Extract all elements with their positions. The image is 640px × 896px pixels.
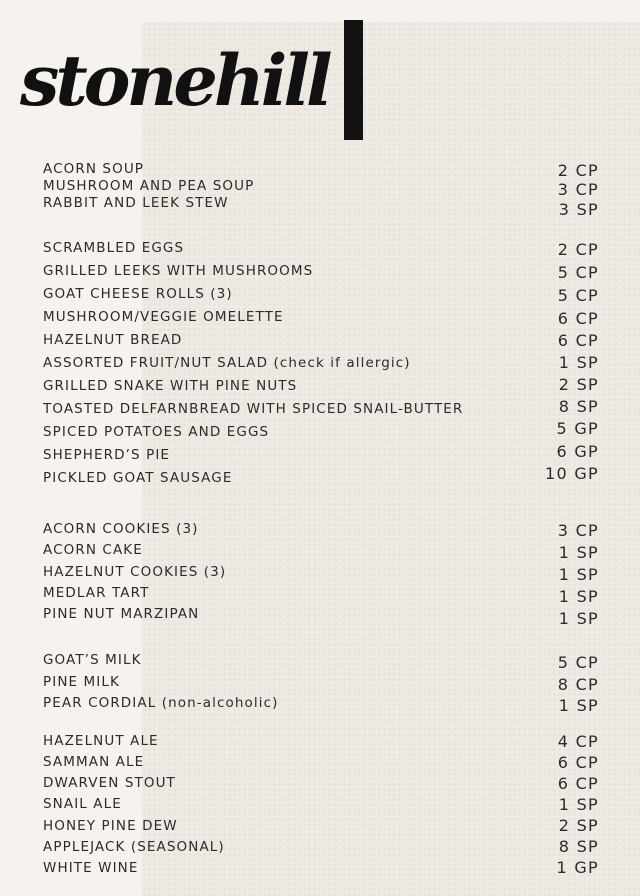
item-name: PINE NUT MARZIPAN — [43, 606, 200, 622]
menu-item — [43, 238, 599, 258]
item-name: MUSHROOM/VEGGIE OMELETTE — [43, 309, 284, 325]
item-name: SNAIL ALE — [43, 796, 122, 812]
menu-item — [43, 773, 599, 793]
menu-item — [43, 540, 599, 560]
item-price: 6 CP — [557, 753, 599, 772]
item-name: ACORN SOUP — [43, 161, 145, 177]
logo-bar — [344, 20, 363, 140]
item-name: HAZELNUT COOKIES (3) — [43, 564, 227, 580]
item-price: 5 CP — [557, 653, 599, 672]
item-name: DWARVEN STOUT — [43, 775, 176, 791]
menu-item — [43, 816, 599, 836]
item-name: ACORN COOKIES (3) — [43, 521, 199, 537]
menu-item — [43, 837, 599, 857]
menu-item — [43, 307, 599, 327]
item-price: 1 SP — [558, 543, 599, 562]
item-name: RABBIT AND LEEK STEW — [43, 195, 229, 211]
item-name: SHEPHERD’S PIE — [43, 447, 171, 463]
item-name: MUSHROOM AND PEA SOUP — [43, 178, 255, 194]
item-name: ASSORTED FRUIT/NUT SALAD (check if allergic) — [43, 355, 411, 371]
item-price: 1 SP — [558, 795, 599, 814]
item-name: HONEY PINE DEW — [43, 818, 178, 834]
item-price: 10 GP — [545, 464, 599, 483]
item-price: 8 SP — [558, 397, 599, 416]
item-price: 2 CP — [557, 161, 599, 180]
item-price: 1 SP — [558, 609, 599, 628]
item-price: 8 SP — [558, 837, 599, 856]
menu-item — [43, 464, 599, 488]
menu-item — [43, 693, 599, 713]
item-price: 5 CP — [557, 263, 599, 282]
item-price: 2 SP — [558, 816, 599, 835]
item-name: GRILLED SNAKE WITH PINE NUTS — [43, 378, 298, 394]
item-name: HAZELNUT ALE — [43, 733, 159, 749]
item-price: 6 CP — [557, 331, 599, 350]
item-name: APPLEJACK (SEASONAL) — [43, 839, 225, 855]
item-name: MEDLAR TART — [43, 585, 150, 601]
menu-item — [43, 672, 599, 692]
menu-item — [43, 284, 599, 304]
item-name: GRILLED LEEKS WITH MUSHROOMS — [43, 263, 314, 279]
menu-item — [43, 858, 599, 878]
menu-item — [43, 752, 599, 772]
menu-item — [43, 442, 599, 465]
menu-item — [43, 731, 599, 751]
menu-item — [43, 376, 599, 396]
item-price: 5 CP — [557, 286, 599, 305]
item-price: 3 SP — [558, 200, 599, 219]
item-name: SCRAMBLED EGGS — [43, 240, 185, 256]
item-price: 1 SP — [558, 696, 599, 715]
item-price: 8 CP — [557, 675, 599, 694]
menu-item — [43, 650, 599, 670]
item-name: TOASTED DELFARNBREAD WITH SPICED SNAIL-BUTTER — [43, 401, 464, 417]
item-price: 3 CP — [557, 521, 599, 540]
menu-item — [43, 583, 599, 606]
item-name: PINE MILK — [43, 674, 120, 690]
menu-item — [43, 353, 599, 373]
menu-item — [43, 193, 599, 219]
menu-item — [43, 261, 599, 281]
menu-item — [43, 562, 599, 582]
item-price: 6 GP — [556, 442, 599, 461]
item-name: GOAT’S MILK — [43, 652, 142, 668]
item-price: 1 SP — [558, 587, 599, 606]
item-price: 1 SP — [558, 353, 599, 372]
menu-item — [43, 519, 599, 539]
item-name: HAZELNUT BREAD — [43, 332, 183, 348]
item-name: ACORN CAKE — [43, 542, 143, 558]
item-name: SAMMAN ALE — [43, 754, 145, 770]
item-price: 6 CP — [557, 774, 599, 793]
item-price: 5 GP — [556, 419, 599, 438]
item-name: GOAT CHEESE ROLLS (3) — [43, 286, 233, 302]
item-price: 2 CP — [557, 240, 599, 259]
item-name: WHITE WINE — [43, 860, 139, 876]
item-price: 2 SP — [558, 375, 599, 394]
item-price: 6 CP — [557, 309, 599, 328]
item-price: 3 CP — [557, 180, 599, 199]
menu-item — [43, 604, 599, 628]
item-price: 1 SP — [558, 565, 599, 584]
item-name: SPICED POTATOES AND EGGS — [43, 424, 270, 440]
brand-logo: stonehill — [20, 39, 329, 122]
item-name: PICKLED GOAT SAUSAGE — [43, 470, 233, 486]
item-price: 1 GP — [556, 858, 599, 877]
item-price: 4 CP — [557, 732, 599, 751]
menu-item — [43, 399, 599, 419]
menu-item — [43, 330, 599, 350]
item-name: PEAR CORDIAL (non-alcoholic) — [43, 695, 279, 711]
menu-item — [43, 794, 599, 814]
menu-item — [43, 419, 599, 442]
